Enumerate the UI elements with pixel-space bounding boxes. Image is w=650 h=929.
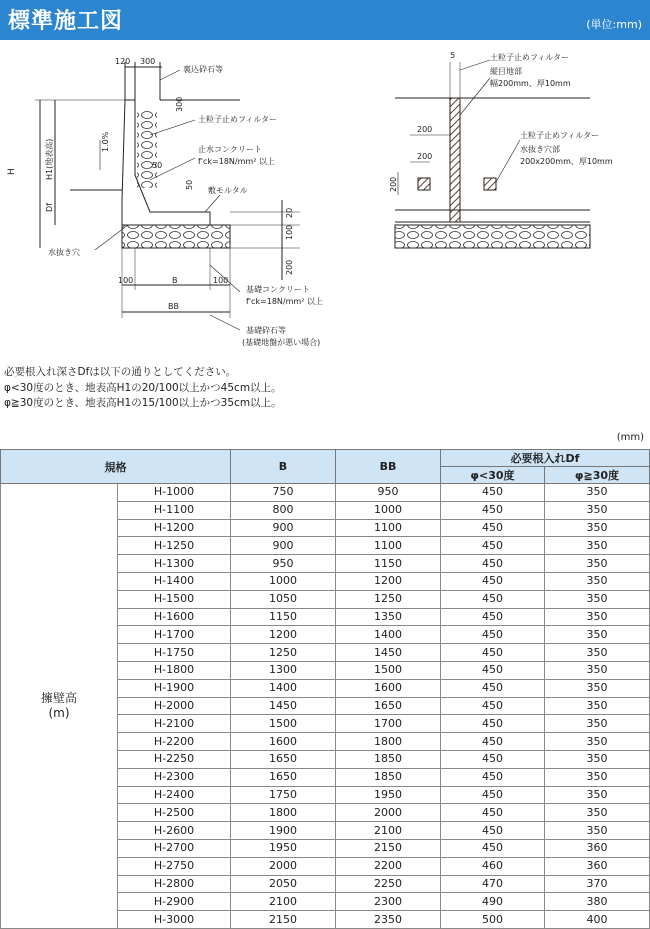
cell-spec: H-2300 (118, 768, 231, 786)
cell-df-lt: 450 (441, 590, 545, 608)
cell-spec: H-2000 (118, 697, 231, 715)
label-base-gravel-note: (基礎地盤が悪い場合) (242, 338, 321, 347)
cell-df-lt: 450 (441, 626, 545, 644)
cell-b: 2150 (231, 911, 336, 929)
label-filter-2: 土粒子止めフィルター (520, 131, 600, 140)
cell-bb: 1700 (336, 715, 441, 733)
spec-table (0, 449, 650, 929)
group-label-1: 擁壁高 (40, 690, 77, 705)
header-spec: 規格 (1, 450, 231, 484)
cell-bb: 1150 (336, 555, 441, 573)
cell-df-lt: 450 (441, 750, 545, 768)
cell-df-lt: 450 (441, 537, 545, 555)
cell-b: 1000 (231, 572, 336, 590)
cell-bb: 1100 (336, 537, 441, 555)
cell-df-ge: 350 (545, 626, 650, 644)
cell-df-ge: 350 (545, 750, 650, 768)
cell-df-ge: 350 (545, 608, 650, 626)
cell-b: 1300 (231, 661, 336, 679)
cell-df-ge: 360 (545, 839, 650, 857)
cell-spec: H-1000 (118, 484, 231, 502)
cell-df-lt: 450 (441, 608, 545, 626)
cell-bb: 1350 (336, 608, 441, 626)
cell-spec: H-2600 (118, 822, 231, 840)
cell-b: 1750 (231, 786, 336, 804)
construction-drawing (0, 40, 650, 360)
header-phi-ge: φ≧30度 (545, 467, 650, 484)
cell-b: 1500 (231, 715, 336, 733)
cell-bb: 1450 (336, 644, 441, 662)
cell-spec: H-1100 (118, 501, 231, 519)
label-joint: 縦目地部 (490, 67, 522, 76)
cell-b: 1650 (231, 768, 336, 786)
cell-spec: H-2400 (118, 786, 231, 804)
label-h: H (7, 168, 17, 175)
label-base-strength: f'ck=18N/mm² 以上 (246, 297, 323, 306)
cell-bb: 950 (336, 484, 441, 502)
cell-spec: H-3000 (118, 911, 231, 929)
cell-df-ge: 350 (545, 697, 650, 715)
dim-300-top: 300 (140, 57, 156, 66)
label-mortar: 敷モルタル (208, 186, 248, 195)
cell-bb: 2150 (336, 839, 441, 857)
cell-df-lt: 450 (441, 697, 545, 715)
cell-b: 1250 (231, 644, 336, 662)
table-unit: (mm) (616, 432, 644, 443)
cell-bb: 1000 (336, 501, 441, 519)
cell-df-ge: 350 (545, 804, 650, 822)
label-base-gravel: 基礎砕石等 (246, 326, 286, 335)
cell-df-lt: 450 (441, 519, 545, 537)
group-label-cell (1, 484, 118, 929)
cell-bb: 1100 (336, 519, 441, 537)
cell-df-lt: 450 (441, 572, 545, 590)
cell-b: 750 (231, 484, 336, 502)
label-slope: 1.0% (101, 131, 110, 152)
cell-df-ge: 350 (545, 590, 650, 608)
cell-df-lt: 450 (441, 786, 545, 804)
cell-b: 1050 (231, 590, 336, 608)
cell-df-lt: 450 (441, 644, 545, 662)
cell-df-ge: 370 (545, 875, 650, 893)
label-weephole: 水抜き穴 (48, 248, 80, 257)
page-title: 標準施工図 (8, 9, 124, 34)
cell-b: 2000 (231, 857, 336, 875)
label-cutoff-strength: f'ck=18N/mm² 以上 (198, 157, 275, 166)
cell-df-ge: 350 (545, 679, 650, 697)
cell-df-ge: 350 (545, 822, 650, 840)
cell-df-ge: 350 (545, 768, 650, 786)
cell-df-lt: 490 (441, 893, 545, 911)
cell-bb: 1200 (336, 572, 441, 590)
dim-50-a: 50 (152, 161, 163, 170)
cell-df-lt: 450 (441, 555, 545, 573)
cell-df-lt: 450 (441, 768, 545, 786)
cell-spec: H-1700 (118, 626, 231, 644)
cell-df-ge: 380 (545, 893, 650, 911)
note-line: φ<30度のとき、地表高H1の20/100以上かつ45cm以上。 (4, 381, 282, 394)
cell-spec: H-1900 (118, 679, 231, 697)
cell-bb: 2100 (336, 822, 441, 840)
cell-bb: 1250 (336, 590, 441, 608)
cell-bb: 1500 (336, 661, 441, 679)
cell-b: 1600 (231, 733, 336, 751)
cell-bb: 1850 (336, 768, 441, 786)
cell-df-lt: 450 (441, 822, 545, 840)
cell-spec: H-1250 (118, 537, 231, 555)
cell-df-lt: 450 (441, 661, 545, 679)
cell-df-lt: 450 (441, 839, 545, 857)
dim-200-a: 200 (417, 125, 433, 134)
dim-120: 120 (115, 57, 131, 66)
label-hole: 水抜き穴部 (520, 145, 560, 154)
label-df: Df (45, 203, 54, 212)
cell-b: 950 (231, 555, 336, 573)
cell-bb: 2000 (336, 804, 441, 822)
dim-100-c: 100 (213, 276, 229, 285)
cell-df-ge: 350 (545, 484, 650, 502)
cell-b: 800 (231, 501, 336, 519)
cell-spec: H-1600 (118, 608, 231, 626)
cell-df-ge: 400 (545, 911, 650, 929)
label-hole-spec: 200x200mm、厚10mm (520, 157, 613, 166)
cell-df-ge: 350 (545, 519, 650, 537)
cell-bb: 1850 (336, 750, 441, 768)
cell-b: 1450 (231, 697, 336, 715)
header-df: 必要根入れDf (441, 450, 650, 467)
cell-bb: 2350 (336, 911, 441, 929)
label-b: B (172, 276, 178, 285)
cell-df-lt: 460 (441, 857, 545, 875)
cell-b: 1800 (231, 804, 336, 822)
cell-spec: H-2100 (118, 715, 231, 733)
header-bb: BB (336, 450, 441, 484)
label-bb: BB (168, 302, 179, 311)
dim-100-a: 100 (285, 224, 294, 240)
cell-b: 1650 (231, 750, 336, 768)
dim-50-b: 50 (185, 179, 194, 190)
label-joint-spec: 幅200mm、厚10mm (490, 79, 571, 88)
cell-bb: 1950 (336, 786, 441, 804)
cell-bb: 2250 (336, 875, 441, 893)
group-label-2: (m) (48, 705, 70, 720)
cell-df-ge: 350 (545, 537, 650, 555)
cell-df-lt: 450 (441, 804, 545, 822)
cell-df-ge: 350 (545, 555, 650, 573)
label-backfill: 裏込砕石等 (183, 65, 223, 74)
cell-df-lt: 470 (441, 875, 545, 893)
cell-b: 1950 (231, 839, 336, 857)
cell-b: 1200 (231, 626, 336, 644)
cell-bb: 2200 (336, 857, 441, 875)
cell-df-ge: 350 (545, 501, 650, 519)
cell-df-ge: 350 (545, 572, 650, 590)
cell-df-lt: 450 (441, 715, 545, 733)
cell-df-lt: 450 (441, 484, 545, 502)
cell-b: 900 (231, 519, 336, 537)
cell-spec: H-2800 (118, 875, 231, 893)
cell-spec: H-1400 (118, 572, 231, 590)
cell-b: 1900 (231, 822, 336, 840)
cell-spec: H-1200 (118, 519, 231, 537)
cell-spec: H-2250 (118, 750, 231, 768)
cell-b: 2050 (231, 875, 336, 893)
cell-spec: H-2900 (118, 893, 231, 911)
table-row (1, 484, 650, 502)
label-base-concrete: 基礎コンクリート (246, 285, 310, 294)
cell-spec: H-2200 (118, 733, 231, 751)
dim-200-b: 200 (417, 152, 433, 161)
dim-20: 20 (285, 207, 294, 218)
cell-bb: 1400 (336, 626, 441, 644)
dim-300-side: 300 (175, 96, 184, 112)
label-cutoff-concrete: 止水コンクリート (198, 145, 262, 154)
cell-bb: 1800 (336, 733, 441, 751)
label-h1: H1(地表高) (45, 138, 54, 180)
cell-spec: H-1500 (118, 590, 231, 608)
notes (4, 365, 282, 412)
cell-spec: H-2750 (118, 857, 231, 875)
cell-spec: H-1750 (118, 644, 231, 662)
cell-df-ge: 360 (545, 857, 650, 875)
label-filter: 土粒子止めフィルター (198, 115, 278, 124)
cell-spec: H-2700 (118, 839, 231, 857)
cell-df-ge: 350 (545, 661, 650, 679)
cell-b: 900 (231, 537, 336, 555)
unit-label: (単位:mm) (586, 18, 642, 31)
cell-b: 1150 (231, 608, 336, 626)
cell-df-ge: 350 (545, 786, 650, 804)
cell-spec: H-1300 (118, 555, 231, 573)
header-phi-lt: φ<30度 (441, 467, 545, 484)
cell-b: 2100 (231, 893, 336, 911)
dim-200-c: 200 (389, 176, 398, 192)
dim-100-b: 100 (118, 276, 134, 285)
dim-200: 200 (285, 259, 294, 275)
cell-df-lt: 450 (441, 679, 545, 697)
note-line: φ≧30度のとき、地表高H1の15/100以上かつ35cm以上。 (4, 397, 282, 409)
cell-df-lt: 450 (441, 501, 545, 519)
cell-spec: H-1800 (118, 661, 231, 679)
cell-b: 1400 (231, 679, 336, 697)
cell-df-ge: 350 (545, 715, 650, 733)
cell-df-ge: 350 (545, 733, 650, 751)
cell-df-lt: 450 (441, 733, 545, 751)
cell-bb: 2300 (336, 893, 441, 911)
label-filter-1: 土粒子止めフィルター (490, 53, 570, 62)
cell-df-lt: 500 (441, 911, 545, 929)
cell-bb: 1650 (336, 697, 441, 715)
note-line: 必要根入れ深さDfは以下の通りとしてください。 (4, 366, 237, 378)
header-b: B (231, 450, 336, 484)
header-bar (0, 0, 650, 40)
cell-spec: H-2500 (118, 804, 231, 822)
dim-5: 5 (450, 51, 456, 60)
cell-df-ge: 350 (545, 644, 650, 662)
cell-bb: 1600 (336, 679, 441, 697)
